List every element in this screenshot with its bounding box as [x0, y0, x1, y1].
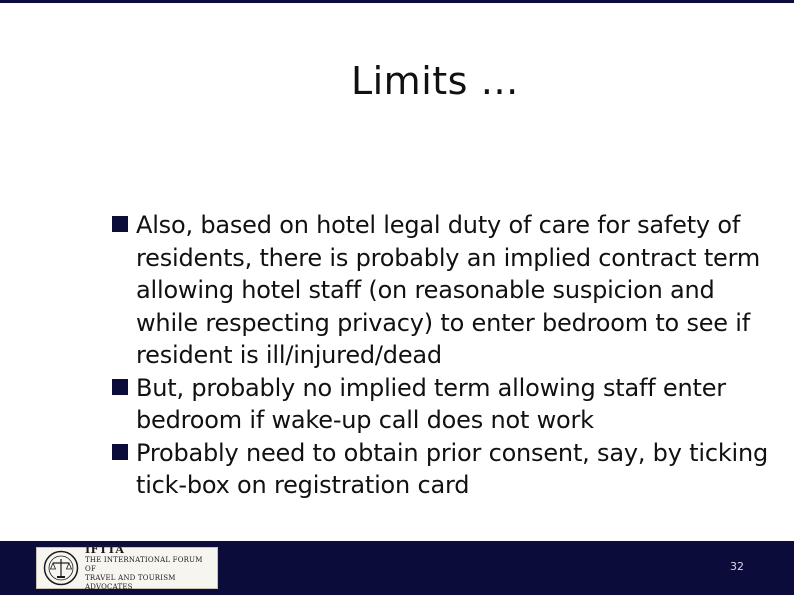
bullet-text: But, probably no implied term allowing staff enter bedroom if wake-up call does not work: [136, 373, 726, 434]
square-bullet-icon: [112, 444, 128, 460]
logo-tagline-2: TRAVEL AND TOURISM ADVOCATES: [85, 574, 176, 591]
bullet-text: Probably need to obtain prior consent, say, by ticking tick-box on registration card: [136, 438, 769, 499]
logo-text: [85, 544, 211, 592]
bullet-text: Also, based on hotel legal duty of care for safety of residents, there is probably an implied contract term allowing hotel staff (on reasonable suspicion and while respecting privacy) to enter bedroom to see if resident is ill/injured/dead: [136, 211, 761, 369]
bullet-item: [112, 372, 780, 437]
logo-tagline-1: THE INTERNATIONAL FORUM OF: [85, 556, 203, 573]
square-bullet-icon: [112, 379, 128, 395]
square-bullet-icon: [112, 216, 128, 232]
slide-title: Limits …: [350, 59, 520, 103]
organization-logo: [36, 543, 218, 591]
bullet-item: [112, 437, 780, 502]
logo-name: IFTTA: [85, 543, 125, 556]
page-number: 32: [730, 560, 744, 573]
bullet-item: [112, 209, 780, 372]
bullet-list: [112, 209, 780, 502]
seal-icon: [43, 550, 79, 586]
